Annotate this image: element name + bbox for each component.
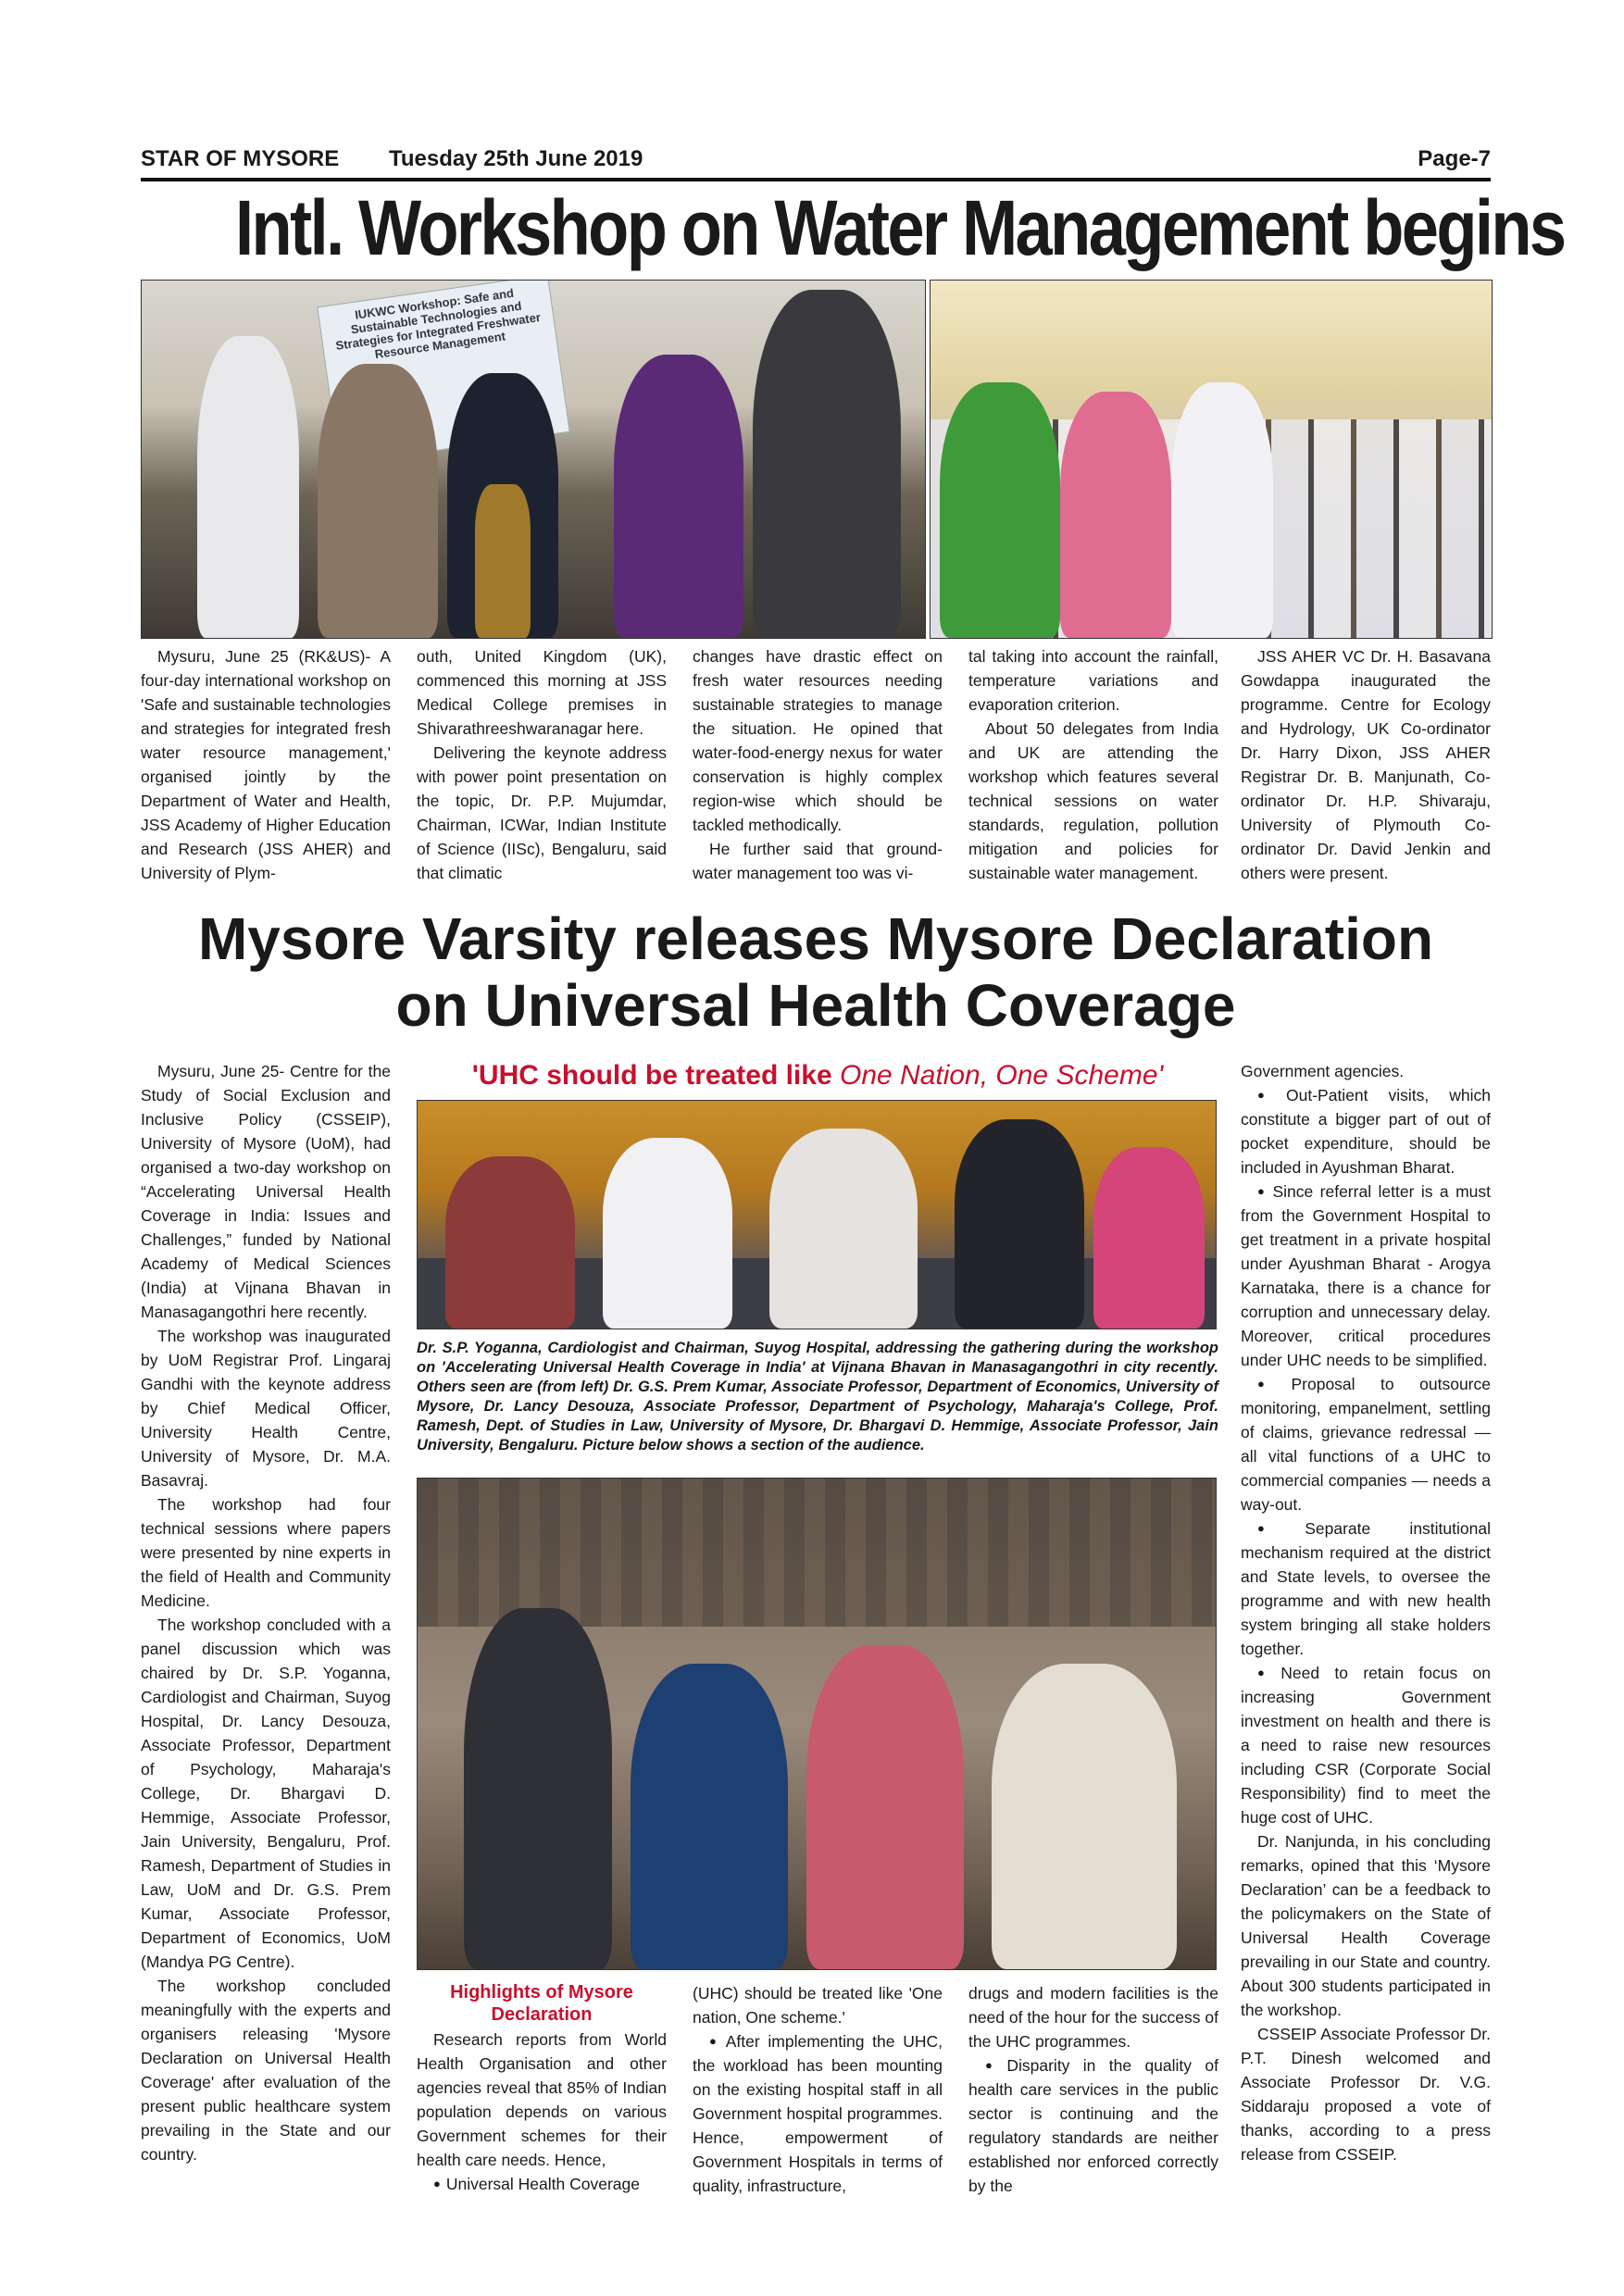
masthead [141,144,1491,181]
story2-col6-para-1: Government agencies. [1241,1062,1405,1080]
story2-col6-bullet-4: ● Separate institutional mechanism required at the district and State levels, to oversee the programme and with new health system bringing all stake holders together. [1241,1516,1491,1661]
story2-col2-para-1: Research reports from World Health Organisation and other agencies reveal that 85% of Indian population depends on various Government schemes for their health care needs. Hence, [417,2030,667,2169]
story2-column-2 [417,2028,667,2196]
story2-col6-bullet-3: ● Proposal to outsource monitoring, empanelment, settling of claims, grievance redressal — all vital functions of a UHC to commercial companies — needs a way-out. [1241,1372,1491,1516]
story2-headline-line-2: on Universal Health Coverage [395,972,1236,1039]
story1-col3-para-2: He further said that ground-water management too was vi- [693,840,943,882]
story2-headline-line-1: Mysore Varsity releases Mysore Declaration [197,905,1434,972]
story1-column-1 [141,644,391,885]
panel-discussion-photo [417,1100,1217,1329]
story2-col1-para-5: The workshop concluded meaningfully with the experts and organisers releasing 'Mysore Declaration on Universal Health Coverage' after evaluation of the present public healthcare system prevailing in the State and our country. [141,1977,391,2164]
story2-col3-para-1: (UHC) should be treated like 'One nation, One scheme.' [693,1984,943,2027]
story1-column-5 [1241,644,1491,885]
story1-col4-para-1: tal taking into account the rainfall, temperature variations and evaporation criterion. [968,647,1218,714]
audience-photo [417,1478,1217,1970]
story2-col4-bullet-1: ● Disparity in the quality of health care services in the public sector is continuing and the regulatory standards are neither established nor enforced correctly by the [968,2053,1218,2198]
story2-col1-para-4: The workshop concluded with a panel discussion which was chaired by Dr. S.P. Yoganna, Cardiologist and Chairman, Suyog Hospital, Dr. Lancy Desouza, Associate Professor, Department of Psychology, Maharaja's College, Dr. Bhargavi D. Hemmige, Associate Professor, Jain University, Bengaluru, Prof. Ramesh, Department of Studies in Law, UoM and Dr. G.S. Prem Kumar, Associate Professor, Department of Economics, UoM (Mandya PG Centre). [141,1616,391,1971]
story2-col6-para-7: Dr. Nanjunda, in his concluding remarks, opined that this ‘Mysore Declaration’ can be a feedback to the policymakers on the State of Universal Health Coverage prevailing in our State and country. About 300 students participated in the workshop. [1241,1832,1491,2019]
story2-col1-para-2: The workshop was inaugurated by UoM Registrar Prof. Lingaraj Gandhi with the keynote address by Chief Medical Officer, University Health Centre, University of Mysore, Dr. M.A. Basavraj. [141,1327,391,1490]
publication-name: STAR OF MYSORE [141,146,340,171]
story2-column-6 [1241,1059,1491,2166]
audience-saplings-photo [930,280,1493,639]
story1-col3-para-1: changes have drastic effect on fresh water resources needing sustainable strategies to manage the situation. He opined that water-food-energy nexus for water conservation is highly complex region-wise which should be tackled methodically. [693,647,943,834]
story2-subheadline [417,1059,1218,1092]
story2-column-1 [141,1059,391,2166]
story2-column-3 [693,1981,943,2198]
story1-col5-text: JSS AHER VC Dr. H. Basavana Gowdappa inaugurated the programme. Centre for Ecology and Hydrology, UK Co-ordinator Dr. Harry Dixon, JSS AHER Registrar Dr. B. Manjunath, Co-ordinator Dr. H.P. Shivaraju, University of Plymouth Co-ordinator Dr. David Jenkin and others were present. [1241,647,1491,882]
story2-col6-para-8: CSSEIP Associate Professor Dr. P.T. Dinesh welcomed and Associate Professor Dr. V.G. Siddaraju proposed a vote of thanks, according to a press release from CSSEIP. [1241,2025,1491,2164]
story1-col2-para-1: outh, United Kingdom (UK), commenced this morning at JSS Medical College premises in Shivarathreeshwaranagar here. [417,647,667,738]
story1-column-3 [693,644,943,885]
subhead-bold: 'UHC should be treated like [471,1060,840,1091]
story1-col2-para-2: Delivering the keynote address with power point presentation on the topic, Dr. P.P. Mujumdar, Chairman, ICWar, Indian Institute of Science (IISc), Bengaluru, said that climatic [417,743,667,882]
story1-headline: Intl. Workshop on Water Management begins [235,184,1565,271]
story2-col3-bullet-1: ● After implementing the UHC, the workload has been mounting on the existing hospital staff in all Government hospital programmes. Hence, empowerment of Government Hospitals in terms of quality, infrastructure, [693,2029,943,2198]
story2-col2-bullet-1: ● Universal Health Coverage [417,2172,667,2196]
story2-col1-para-3: The workshop had four technical sessions where papers were presented by nine experts in the field of Health and Community Medicine. [141,1495,391,1610]
story1-column-4 [968,644,1218,885]
story2-headline [141,905,1491,1039]
story1-col1-text: Mysuru, June 25 (RK&US)- A four-day international workshop on 'Safe and sustainable technologies and strategies for integrated fresh water resource management,' organised jointly by the Department of Water and Health, JSS Academy of Higher Education and Research (JSS AHER) and University of Plym- [141,647,391,882]
photo-caption: Dr. S.P. Yoganna, Cardiologist and Chairman, Suyog Hospital, addressing the gathering during the workshop on 'Accelerating Universal Health Coverage in India' at Vijnana Bhavan in Manasagangothri in city recently. Others seen are (from left) Dr. G.S. Prem Kumar, Associate Professor, Department of Economics, University of Mysore, Dr. Lancy Desouza, Associate Professor, Department of Psychology, Maharaja's College, Prof. Ramesh, Dept. of Studies in Law, University of Mysore, Dr. Bhargavi D. Hemmige, Associate Professor, Jain University, Bengaluru. Picture below shows a section of the audience. [417,1340,1218,1454]
story2-column-4 [968,1981,1218,2198]
highlights-heading: Highlights of Mysore Declaration [450,1982,633,2025]
story1-column-2 [417,644,667,885]
story2-col4-para-1: drugs and modern facilities is the need of the hour for the success of the UHC programmes. [968,1984,1218,2051]
page-number: Page-7 [1418,146,1491,171]
story2-col1-para-1: Mysuru, June 25- Centre for the Study of Social Exclusion and Inclusive Policy (CSSEIP), University of Mysore (UoM), had organised a two-day workshop on “Accelerating Universal Health Coverage in India: Issues and Challenges,” funded by National Academy of Medical Sciences (India) at Vijnana Bhavan in Manasagangothri here recently. [141,1062,391,1321]
lamp-lighting-photo [141,280,926,639]
story2-col6-bullet-2: ● Since referral letter is a must from the Government Hospital to get treatment in a private hospital under Ayushman Bharat - Arogya Karnataka, there is a chance for corruption and unnecessary delay. Moreover, critical procedures under UHC needs to be simplified. [1241,1179,1491,1372]
story2-col6-bullet-1: ● Out-Patient visits, which constitute a bigger part of out of pocket expenditure, should be included in Ayushman Bharat. [1241,1083,1491,1179]
subhead-italic: One Nation, One Scheme' [839,1060,1164,1091]
issue-date: Tuesday 25th June 2019 [389,146,643,171]
story1-col4-para-2: About 50 delegates from India and UK are attending the workshop which features several technical sessions on water standards, regulation, pollution mitigation and policies for sustainable water management. [968,719,1218,882]
story2-col6-bullet-5: ● Need to retain focus on increasing Government investment on health and there is a need to raise new resources including CSR (Corporate Social Responsibility) find to meet the huge cost of UHC. [1241,1661,1491,1829]
banner-text: IUKWC Workshop: Safe and Sustainable Technologies and Strategies for Integrated Freshwater Resource Management [334,285,542,362]
